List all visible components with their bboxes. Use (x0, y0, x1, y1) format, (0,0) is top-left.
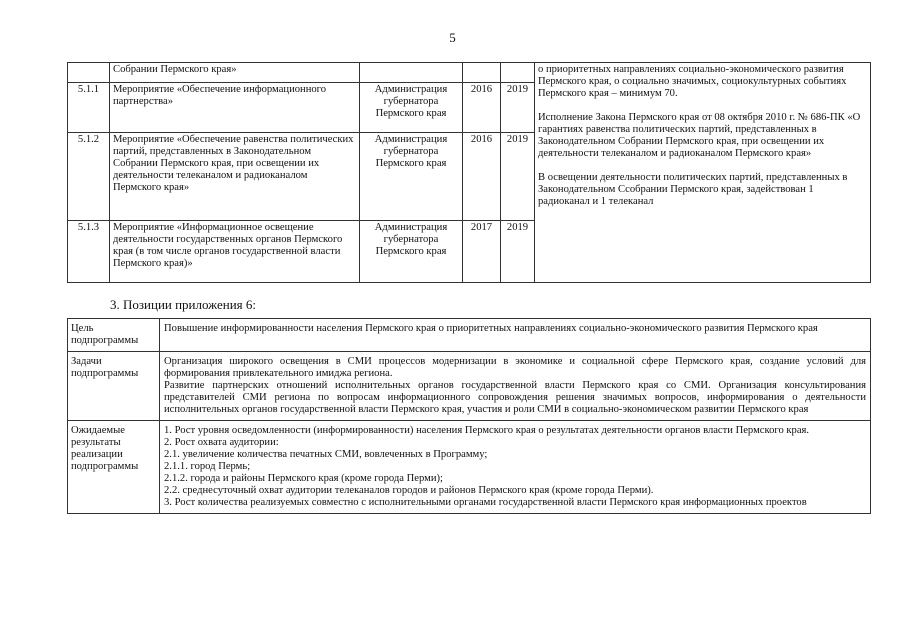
row-number (68, 63, 110, 83)
result-line: 2.2. среднесуточный охват аудитории телеканалов городов и районов Пермского края (кроме города Перми). (164, 485, 654, 496)
result-paragraph: Исполнение Закона Пермского края от 08 октября 2010 г. № 686-ПК «О гарантиях равенства политических партий, представленных в Законодательном Собрании Пермского края, при освещении их деятельности телеканалом и радиоканалом Пермского края» (538, 112, 861, 159)
result-line: 3. Рост количества реализуемых совместно с исполнительными органами государственной власти Пермского края информационных проектов (164, 497, 807, 508)
activity-start-year (463, 63, 501, 83)
activity-end-year: 2019 (501, 221, 535, 283)
table-row (68, 63, 871, 83)
task-line: Организация широкого освещения в СМИ процессов модернизации в экономике и социальной сфере Пермского края, создание условий для формирования привлекательного имиджа региона. (164, 356, 866, 379)
activity-name: Мероприятие «Информационное освещение деятельности государственных органов Пермского края (в том числе органов государственной власти Пермского края)» (110, 221, 360, 283)
activity-start-year: 2016 (463, 83, 501, 133)
appendix-6-table (67, 318, 871, 514)
results-label: Ожидаемые результаты реализации подпрограммы (68, 421, 160, 514)
results-cell (160, 421, 871, 514)
activity-end-year (501, 63, 535, 83)
task-line: Развитие партнерских отношений исполнительных органов государственной власти Пермского края со СМИ. Организация консультирования представителей СМИ региона по вопросам информационного сопровождения решения значимых вопросов, информирования о деятельности исполнительных органов государственной власти Пермского края, участия и роли СМИ в социально-экономическом развитии Пермского края (164, 380, 866, 415)
row-number: 5.1.3 (68, 221, 110, 283)
activity-name: Собрании Пермского края» (110, 63, 360, 83)
table-row (68, 421, 871, 514)
result-line: 1. Рост уровня осведомленности (информированности) населения Пермского края о результатах деятельности органов власти Пермского края. (164, 425, 810, 436)
result-line: 2.1.2. города и районы Пермского края (кроме города Перми); (164, 473, 443, 484)
activity-executor: Администрация губернатора Пермского края (360, 133, 463, 221)
row-number: 5.1.2 (68, 133, 110, 221)
goal-label: Цель подпрограммы (68, 319, 160, 352)
result-line: 2.1. увеличение количества печатных СМИ, вовлеченных в Программу; (164, 449, 488, 460)
expected-results-cell (535, 63, 871, 283)
section-heading: 3. Позиции приложения 6: (110, 297, 257, 312)
activity-name: Мероприятие «Обеспечение информационного партнерства» (110, 83, 360, 133)
table-row (68, 352, 871, 421)
activities-table (67, 62, 871, 283)
activity-start-year: 2016 (463, 133, 501, 221)
goal-text: Повышение информированности населения Пермского края о приоритетных направлениях социально-экономического развития Пермского края (160, 319, 871, 352)
activity-name: Мероприятие «Обеспечение равенства политических партий, представленных в Законодательном Собрании Пермского края, при освещении их деятельности телеканалом и радиоканалом Пермского края» (110, 133, 360, 221)
activity-executor (360, 63, 463, 83)
activity-executor: Администрация губернатора Пермского края (360, 221, 463, 283)
activity-executor: Администрация губернатора Пермского края (360, 83, 463, 133)
tasks-label: Задачи подпрограммы (68, 352, 160, 421)
result-line: 2.1.1. город Пермь; (164, 461, 251, 472)
activity-end-year: 2019 (501, 133, 535, 221)
activity-end-year: 2019 (501, 83, 535, 133)
result-line: 2. Рост охвата аудитории: (164, 437, 279, 448)
table-row (68, 319, 871, 352)
result-paragraph: о приоритетных направлениях социально-экономического развития Пермского края, о социально значимых, социокультурных событиях Пермского края – минимум 70. (538, 64, 847, 99)
tasks-cell (160, 352, 871, 421)
result-paragraph: В освещении деятельности политических партий, представленных в Законодательном Ссобрании Пермского края, задействован 1 радиоканал и 1 телеканал (538, 172, 848, 207)
activity-start-year: 2017 (463, 221, 501, 283)
row-number: 5.1.1 (68, 83, 110, 133)
page-number: 5 (449, 30, 456, 45)
